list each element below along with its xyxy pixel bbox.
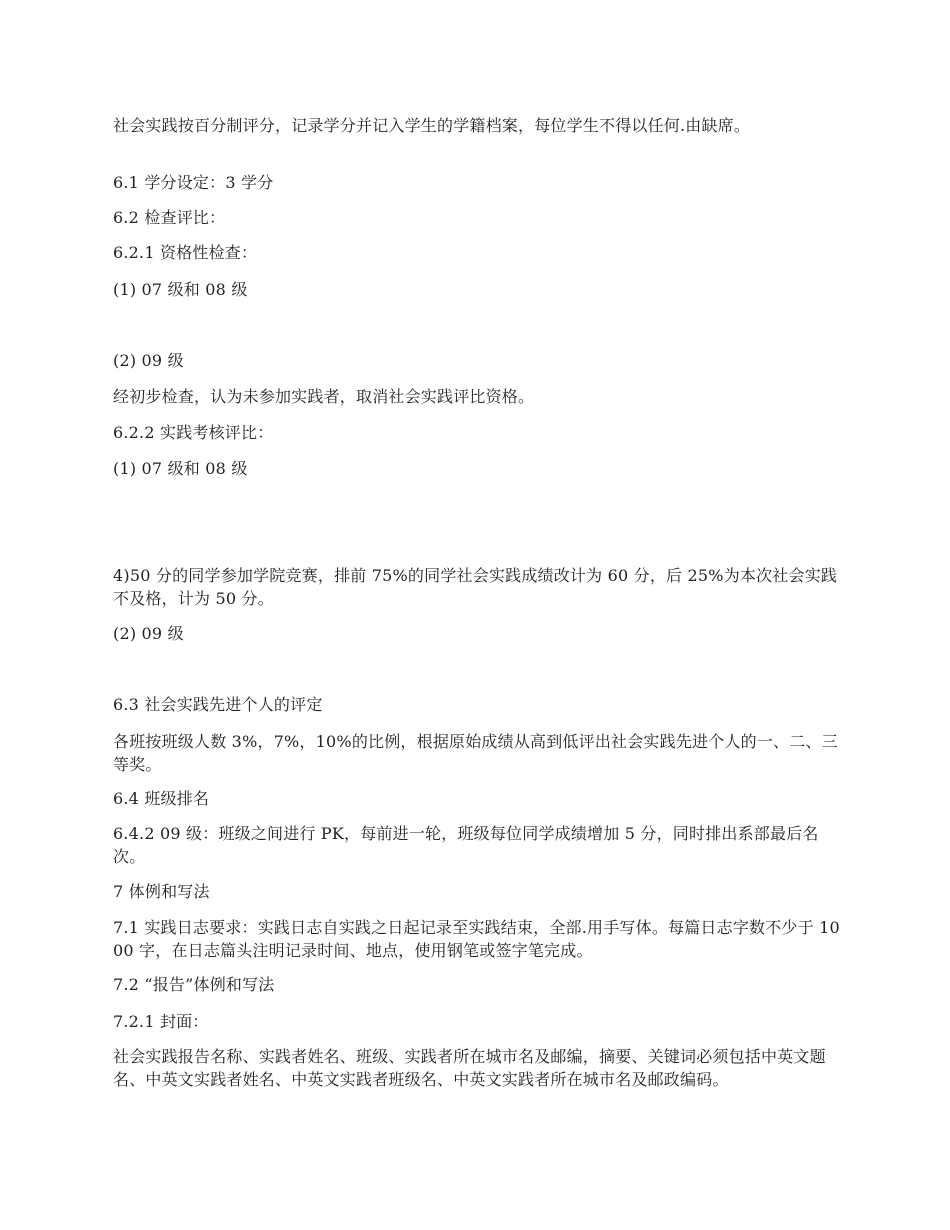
class-ranking-paragraph: 6.4.2 09 级：班级之间进行 PK，每前进一轮，班级每位同学成绩增加 5 分，同时排出系部最后名次。: [113, 824, 819, 866]
award-paragraph: 各班按班级人数 3%，7%，10%的比例，根据原始成绩从高到低评出社会实践先进个人的一、二、三等奖。: [113, 732, 838, 774]
intro-paragraph: 社会实践按百分制评分，记录学分并记入学生的学籍档案，每位学生不得以任何.由缺席。: [113, 116, 751, 135]
section-6-1: 6.1 学分设定：3 学分: [113, 173, 274, 192]
section-7-1: 7.1 实践日志要求：实践日志自实践之日起记录至实践结束，全部.用手写体。每篇日志字数不少于 1000 字，在日志篇头注明记录时间、地点，使用钢笔或签字笔完成。: [113, 918, 840, 960]
cover-requirements-paragraph: 社会实践报告名称、实践者姓名、班级、实践者所在城市名及邮编，摘要、关键词必须包括中英文题名、中英文实践者姓名、中英文实践者班级名、中英文实践者所在城市名及邮政编码。: [113, 1047, 826, 1089]
item-grade-07-08-evaluation: (1) 07 级和 08 级: [113, 459, 248, 478]
item-grade-07-08: (1) 07 级和 08 级: [113, 280, 248, 299]
section-6-3: 6.3 社会实践先进个人的评定: [113, 695, 323, 714]
item-grade-09-evaluation: (2) 09 级: [113, 624, 184, 643]
section-7-2: 7.2 “报告”体例和写法: [113, 975, 275, 994]
section-7-2-1: 7.2.1 封面：: [113, 1012, 209, 1031]
section-6-2: 6.2 检查评比：: [113, 208, 226, 227]
section-6-2-2: 6.2.2 实践考核评比：: [113, 423, 274, 442]
competition-paragraph: 4)50 分的同学参加学院竞赛，排前 75%的同学社会实践成绩改计为 60 分，后 25%为本次社会实践不及格，计为 50 分。: [113, 566, 838, 608]
section-7: 7 体例和写法: [113, 882, 210, 901]
eligibility-paragraph: 经初步检查，认为未参加实践者，取消社会实践评比资格。: [113, 387, 535, 406]
section-6-4: 6.4 班级排名: [113, 789, 210, 808]
item-grade-09: (2) 09 级: [113, 351, 184, 370]
section-6-2-1: 6.2.1 资格性检查：: [113, 243, 258, 262]
